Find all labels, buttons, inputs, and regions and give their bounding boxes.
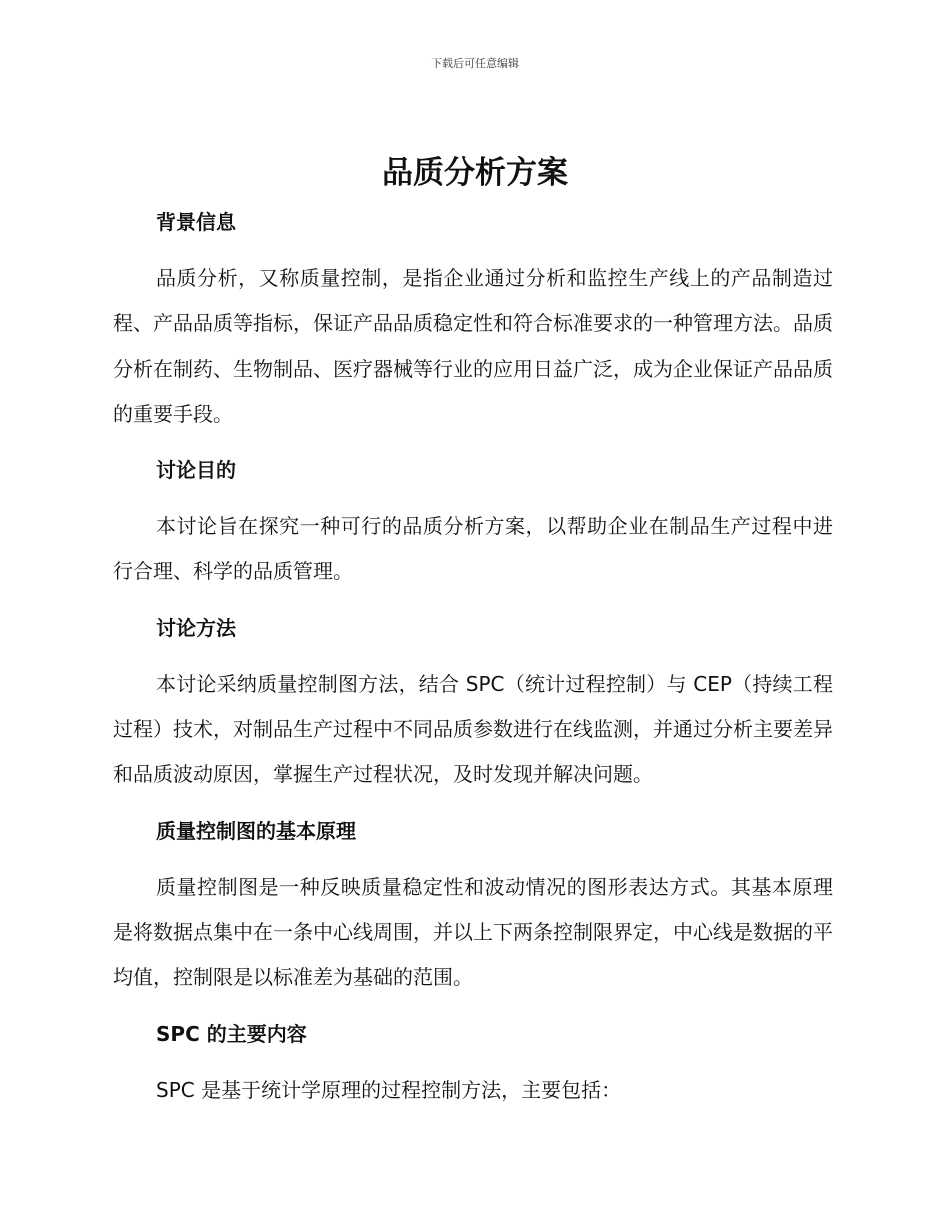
section-paragraph-method: 本讨论采纳质量控制图方法，结合 SPC（统计过程控制）与 CEP（持续工程过程）技术，对制品生产过程中不同品质参数进行在线监测，并通过分析主要差异和品质波动原因，掌握生产过程状况，及时发现并解决问题。	[113, 671, 833, 787]
section-paragraph-spc-content: SPC 是基于统计学原理的过程控制方法，主要包括：	[156, 1077, 622, 1102]
section-heading-spc-content: SPC 的主要内容	[156, 1021, 307, 1046]
document-title: 品质分析方案	[382, 155, 568, 191]
section-heading-background: 背景信息	[156, 210, 236, 234]
document-body	[113, 200, 833, 1113]
section-heading-control-chart-principle: 质量控制图的基本原理	[156, 818, 356, 843]
section-paragraph-purpose: 本讨论旨在探究一种可行的品质分析方案，以帮助企业在制品生产过程中进行合理、科学的品质管理。	[113, 514, 833, 584]
section-heading-purpose: 讨论目的	[156, 458, 236, 483]
section-heading-method: 讨论方法	[156, 615, 236, 640]
header-note: 下载后可任意编辑	[431, 57, 519, 70]
section-paragraph-background: 品质分析，又称质量控制，是指企业通过分析和监控生产线上的产品制造过程、产品品质等指标，保证产品品质稳定性和符合标准要求的一种管理方法。品质分析在制药、生物制品、医疗器械等行业的应用日益广泛，成为企业保证产品品质的重要手段。	[113, 266, 833, 426]
section-paragraph-control-chart-principle: 质量控制图是一种反映质量稳定性和波动情况的图形表达方式。其基本原理是将数据点集中在一条中心线周围，并以上下两条控制限界定，中心线是数据的平均值，控制限是以标准差为基础的范围。	[113, 874, 833, 990]
